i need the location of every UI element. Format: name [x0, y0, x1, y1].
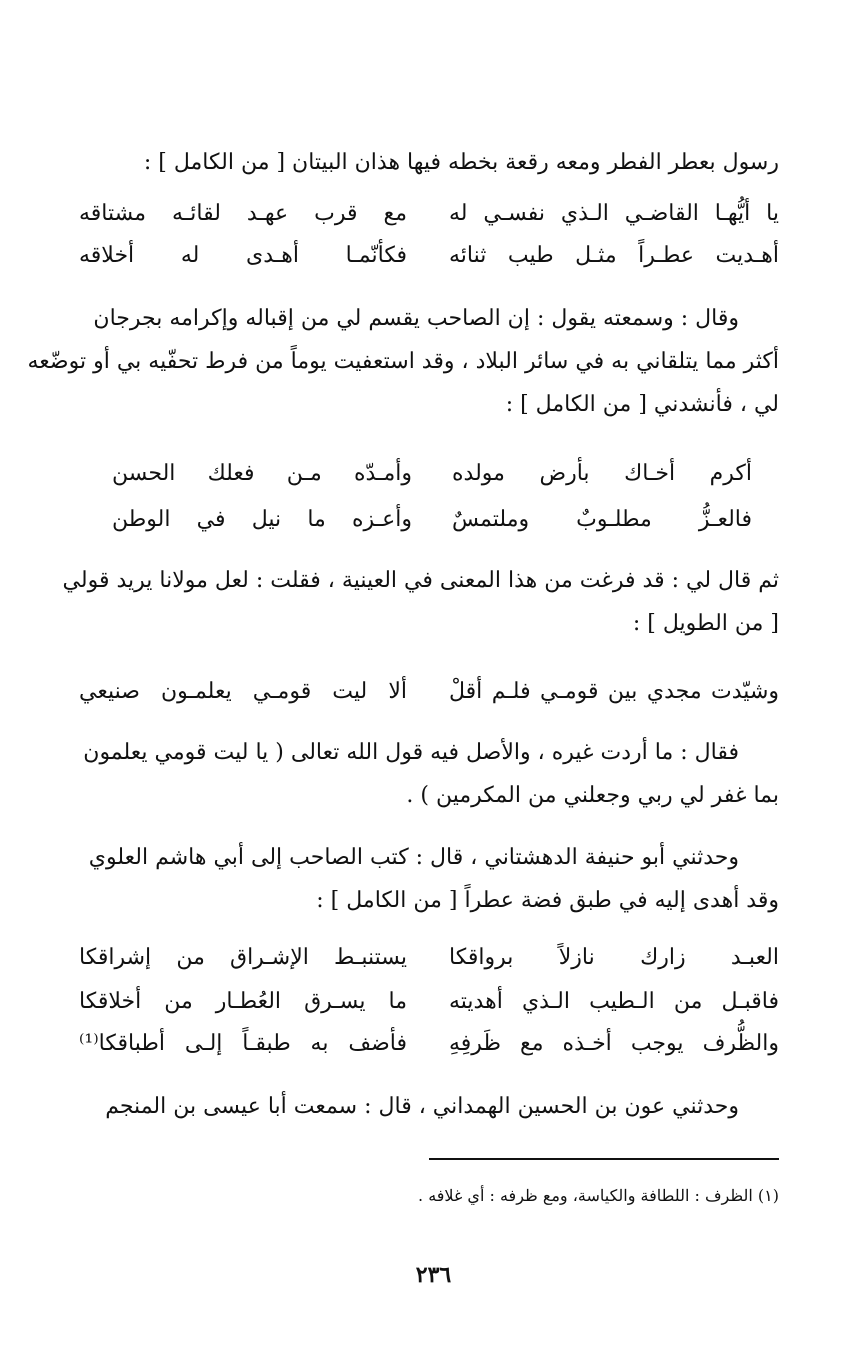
- verse-hemistich-second: وأمـدّه مـن فعلك الحسن: [112, 461, 412, 486]
- verse-hemistich-first: فالعـزُّ مطلـوبٌ وملتمسٌ: [452, 507, 752, 532]
- verse-hemistich-second: فكأنّمـا أهـدى له أخلاقه: [79, 243, 407, 268]
- footnote: (١) الظرف : اللطافة والكياسة، ومع ظرفه : أي غلافه .: [418, 1186, 779, 1205]
- verse-hemistich-first: العبـد زارك نازلاً برواقكا: [449, 945, 779, 970]
- text-line: وحدثني عون بن الحسين الهمداني ، قال : سمعت أبا عيسى بن المنجم: [105, 1094, 739, 1119]
- text-line: ثم قال لي : قد فرغت من هذا المعنى في العينية ، فقلت : لعل مولانا يريد قولي: [62, 568, 779, 593]
- text-line: رسول بعطر الفطر ومعه رقعة بخطه فيها هذان البيتان [ من الكامل ] :: [143, 150, 779, 175]
- text-line: لي ، فأنشدني [ من الكامل ] :: [505, 392, 779, 417]
- verse-hemistich-second: يستنبـط الإشـراق من إشراقكا: [79, 945, 407, 970]
- footnote-separator: [429, 1158, 779, 1160]
- verse-hemistich-first: أهـديت عطـراً مثـل طيب ثنائه: [449, 243, 779, 268]
- verse-hemistich-second: وأعـزه ما نيل في الوطن: [112, 507, 412, 532]
- verse-hemistich-first: فاقبـل من الـطيب الـذي أهديته: [449, 989, 779, 1014]
- verse-hemistich-first: يا أيُّهـا القاضـي الـذي نفسـي له: [449, 201, 779, 226]
- verse-hemistich-second: مع قرب عهـد لقائـه مشتاقه: [79, 201, 407, 226]
- text-line: وقد أهدى إليه في طبق فضة عطراً [ من الكامل ] :: [316, 888, 779, 913]
- text-line: أكثر مما يتلقاني به في سائر البلاد ، وقد استعفيت يوماً من فرط تحفّيه بي أو توضّعه: [27, 349, 779, 374]
- verse-hemistich-second: فأضف به طبقـاً إلـى أطباقكا⁽¹⁾: [79, 1031, 407, 1056]
- page-number: ٢٣٦: [415, 1262, 452, 1288]
- text-line: بما غفر لي ربي وجعلني من المكرمين ) .: [406, 783, 779, 808]
- text-line: [ من الطويل ] :: [632, 611, 779, 636]
- text-line: فقال : ما أردت غيره ، والأصل فيه قول الله تعالى ( يا ليت قومي يعلمون: [83, 740, 739, 765]
- verse-hemistich-second: ألا ليت قومـي يعلمـون صنيعي: [79, 679, 407, 704]
- verse-hemistich-first: وشيّدت مجدي بين قومـي فلـم أقلْ: [449, 679, 779, 704]
- text-line: وحدثني أبو حنيفة الدهشتاني ، قال : كتب الصاحب إلى أبي هاشم العلوي: [88, 845, 739, 870]
- verse-hemistich-second: ما يسـرق العُطـار من أخلاقكا: [79, 989, 407, 1014]
- text-line: وقال : وسمعته يقول : إن الصاحب يقسم لي من إقباله وإكرامه بجرجان: [93, 306, 739, 331]
- verse-hemistich-first: أكرم أخـاك بأرض مولده: [452, 461, 752, 486]
- verse-hemistich-first: والظُّرف يوجب أخـذه مع ظَرفِهِ: [449, 1031, 779, 1056]
